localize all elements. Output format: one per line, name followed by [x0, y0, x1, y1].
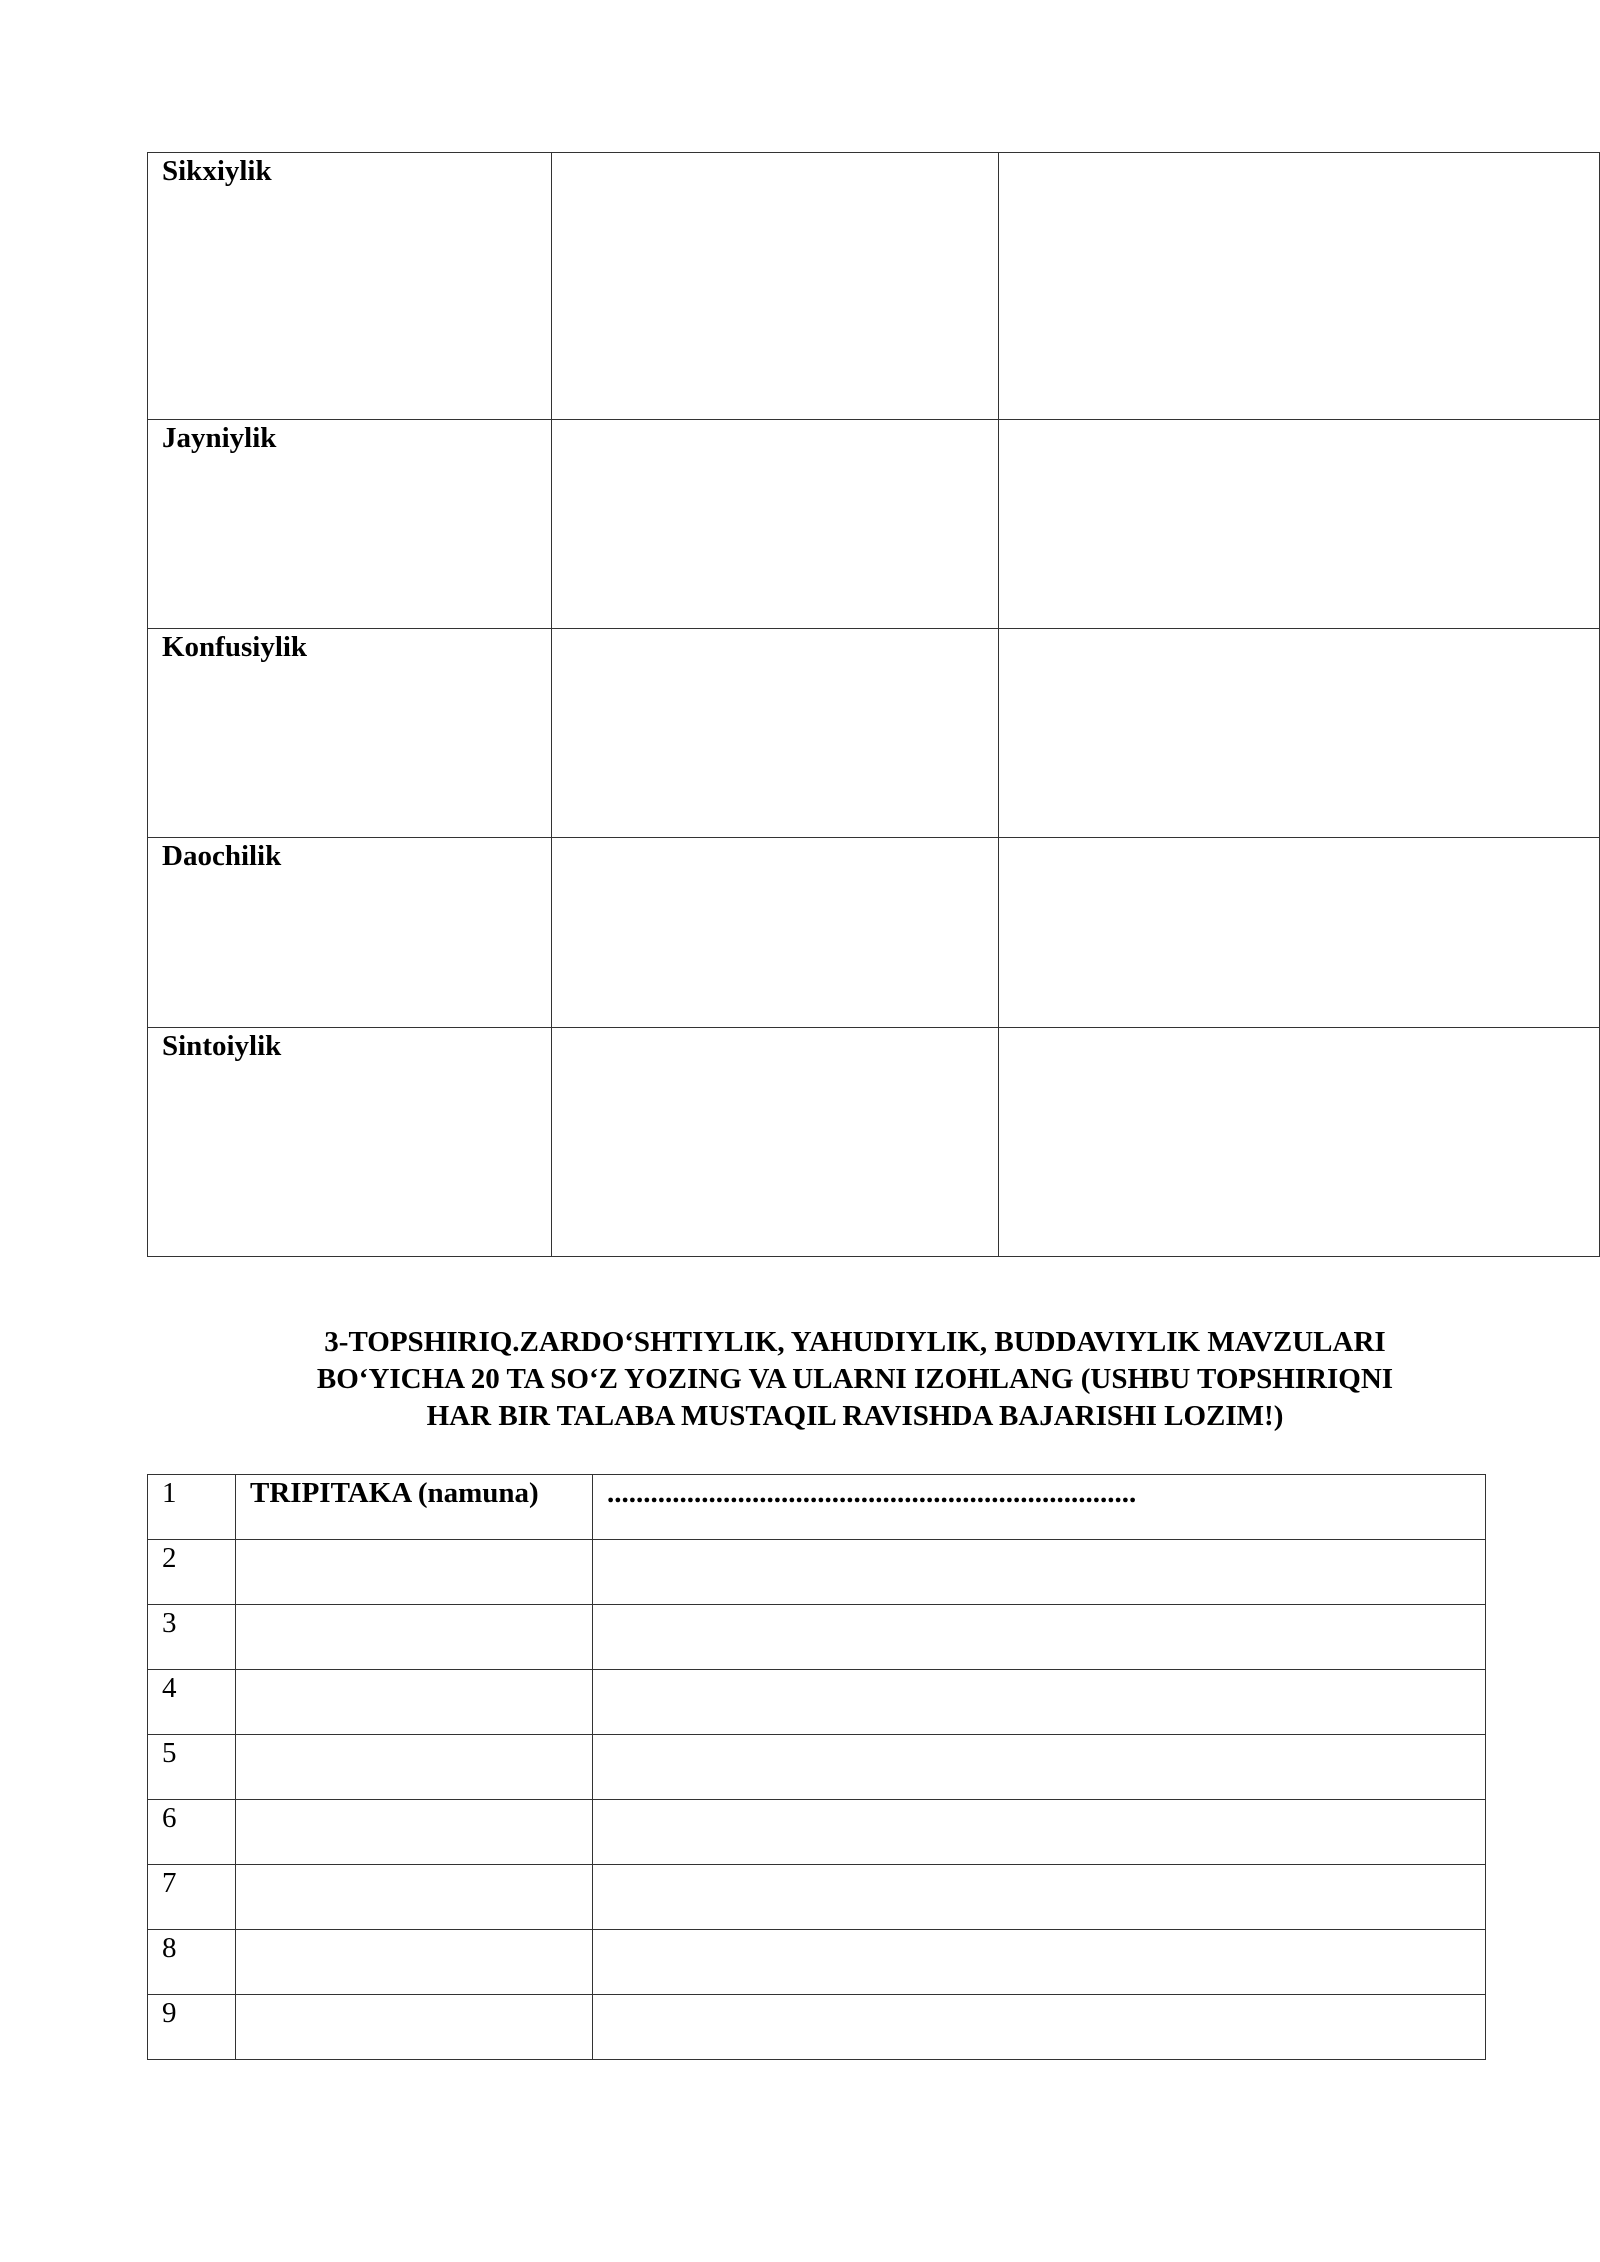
task-heading-line: BO‘YICHA 20 TA SO‘Z YOZING VA ULARNI IZOHLANG (USHBU TOPSHIRIQNI	[316, 1363, 1394, 1395]
term-cell[interactable]	[236, 1930, 593, 1995]
explanation-cell[interactable]	[593, 1865, 1486, 1930]
blank-cell[interactable]	[999, 629, 1600, 838]
task-heading-line: 3-TOPSHIRIQ.ZARDO‘SHTIYLIK, YAHUDIYLIK, BUDDAVIYLIK MAVZULARI	[324, 1326, 1386, 1358]
table-row	[148, 1995, 1486, 2060]
term-cell[interactable]	[236, 1735, 593, 1800]
table-row	[148, 1670, 1486, 1735]
row-number-cell: 3	[148, 1605, 236, 1670]
table-row	[148, 1800, 1486, 1865]
religion-label-cell	[148, 420, 552, 629]
religions-table	[147, 152, 1600, 1257]
blank-cell[interactable]	[552, 1028, 999, 1257]
religion-label: Konfusiylik	[162, 631, 308, 663]
religion-label-cell	[148, 838, 552, 1028]
table-row	[148, 1028, 1600, 1257]
term-cell[interactable]	[236, 1995, 593, 2060]
religion-label-cell	[148, 1028, 552, 1257]
table-row	[148, 1735, 1486, 1800]
row-number-cell: 4	[148, 1670, 236, 1735]
row-number-cell: 5	[148, 1735, 236, 1800]
religion-label: Sikxiylik	[162, 155, 272, 187]
table-row	[148, 420, 1600, 629]
blank-cell[interactable]	[999, 838, 1600, 1028]
task-heading-line: HAR BIR TALABA MUSTAQIL RAVISHDA BAJARISHI LOZIM!)	[426, 1400, 1284, 1432]
religion-label: Daochilik	[162, 840, 282, 872]
blank-cell[interactable]	[999, 153, 1600, 420]
table-row	[148, 1605, 1486, 1670]
explanation-cell[interactable]	[593, 1540, 1486, 1605]
blank-cell[interactable]	[999, 420, 1600, 629]
row-number-cell: 9	[148, 1995, 236, 2060]
explanation-cell[interactable]	[593, 1735, 1486, 1800]
explanation-cell[interactable]	[593, 1800, 1486, 1865]
table-row	[148, 838, 1600, 1028]
explanation-cell[interactable]	[593, 1930, 1486, 1995]
row-number-cell: 6	[148, 1800, 236, 1865]
religion-label: Sintoiylik	[162, 1030, 282, 1062]
table-row	[148, 1930, 1486, 1995]
religion-label: Jayniylik	[162, 422, 277, 454]
explanation-cell[interactable]	[593, 1995, 1486, 2060]
term-cell[interactable]	[236, 1605, 593, 1670]
blank-cell[interactable]	[552, 629, 999, 838]
explanation-cell[interactable]: .........................................................................	[593, 1475, 1486, 1540]
row-number-cell: 2	[148, 1540, 236, 1605]
explanation-cell[interactable]	[593, 1605, 1486, 1670]
table-row	[148, 1475, 1486, 1540]
explanation-cell[interactable]	[593, 1670, 1486, 1735]
term-cell[interactable]: TRIPITAKA (namuna)	[236, 1475, 593, 1540]
term-cell[interactable]	[236, 1540, 593, 1605]
row-number-cell: 1	[148, 1475, 236, 1540]
task-heading	[200, 1324, 1510, 1435]
words-table	[147, 1474, 1486, 2060]
row-number-cell: 7	[148, 1865, 236, 1930]
term-cell[interactable]	[236, 1865, 593, 1930]
row-number-cell: 8	[148, 1930, 236, 1995]
blank-cell[interactable]	[999, 1028, 1600, 1257]
table-row	[148, 1865, 1486, 1930]
blank-cell[interactable]	[552, 838, 999, 1028]
table-row	[148, 153, 1600, 420]
term-cell[interactable]	[236, 1670, 593, 1735]
blank-cell[interactable]	[552, 153, 999, 420]
table-row	[148, 629, 1600, 838]
table-row	[148, 1540, 1486, 1605]
blank-cell[interactable]	[552, 420, 999, 629]
religion-label-cell	[148, 153, 552, 420]
term-cell[interactable]	[236, 1800, 593, 1865]
religion-label-cell	[148, 629, 552, 838]
